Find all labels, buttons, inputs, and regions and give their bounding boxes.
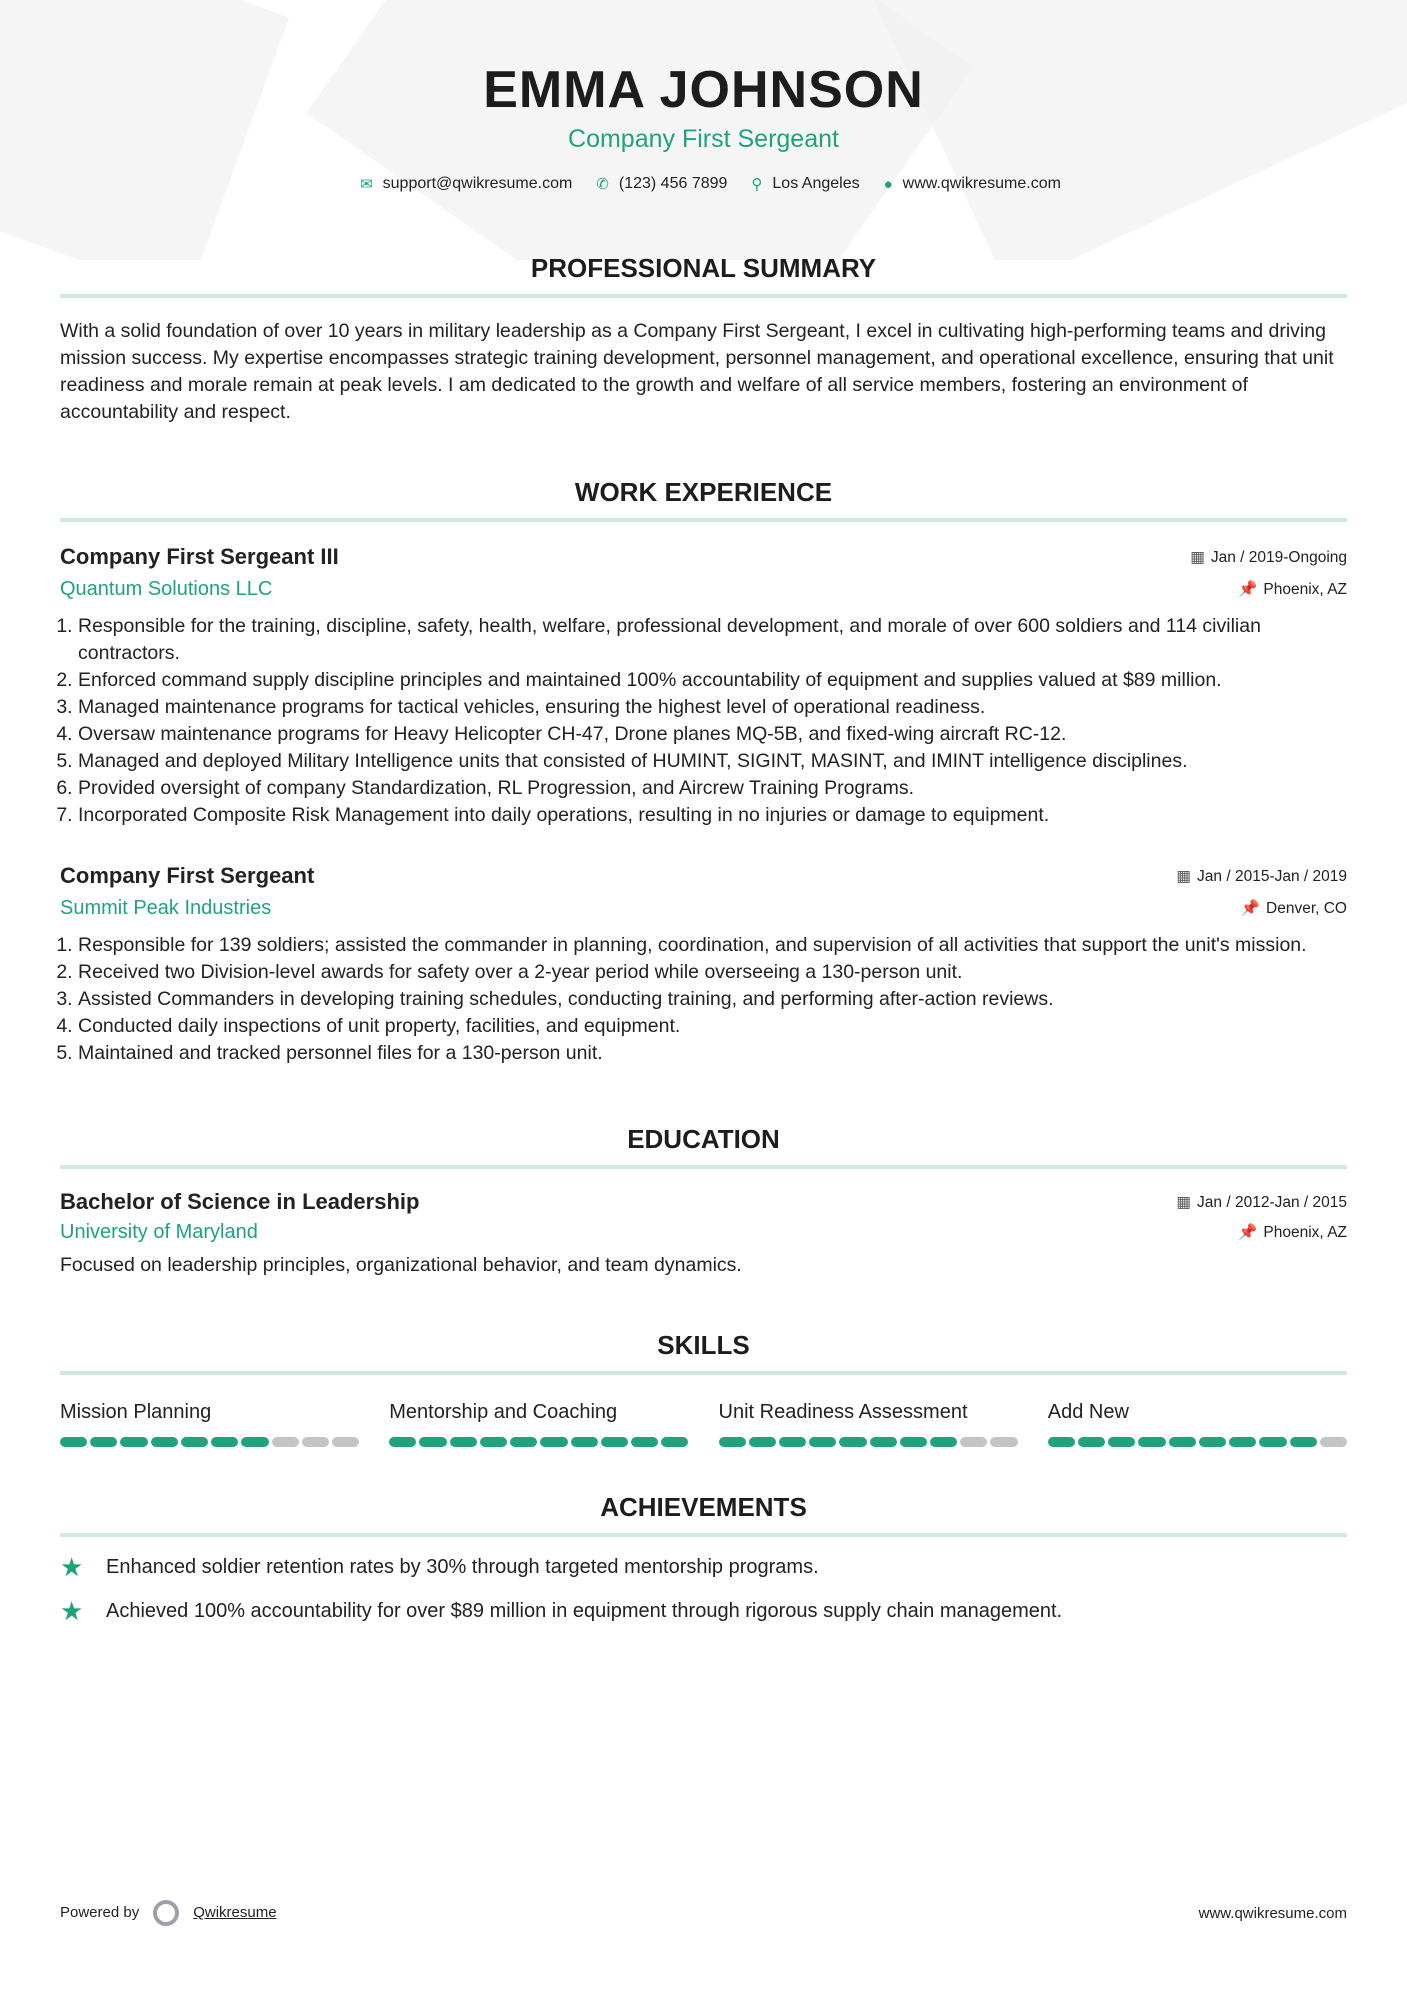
section-heading-skills: SKILLS	[657, 1330, 750, 1360]
company-name: Summit Peak Industries	[60, 897, 272, 919]
skill-item	[1048, 1399, 1347, 1447]
qwikresume-logo-icon	[153, 1900, 179, 1926]
job-bullet: 4. Conducted daily inspections of unit property, facilities, and equipment.	[78, 1013, 1347, 1040]
pin-icon: 📌	[1238, 581, 1258, 598]
contact-bar	[60, 172, 1347, 196]
skill-level-segment	[389, 1437, 416, 1447]
skill-level-segment	[571, 1437, 598, 1447]
star-icon: ★	[60, 1552, 84, 1582]
divider	[60, 294, 1347, 298]
skill-level-segment	[779, 1437, 806, 1447]
skill-name: Add New	[1047, 1401, 1129, 1423]
skill-item	[389, 1399, 688, 1447]
skill-level-segment	[151, 1437, 178, 1447]
section-heading-education: EDUCATION	[627, 1124, 780, 1154]
skill-level-segment	[1229, 1437, 1256, 1447]
skill-name: Unit Readiness Assessment	[718, 1401, 968, 1423]
footer-website[interactable]: www.qwikresume.com	[1198, 1904, 1347, 1922]
skill-level-segment	[1199, 1437, 1226, 1447]
powered-by: Powered by	[60, 1903, 140, 1921]
skill-level-segment	[1048, 1437, 1075, 1447]
skill-level-segment	[601, 1437, 628, 1447]
achievement-item	[60, 1553, 1347, 1581]
job-date: Jan / 2019-Ongoing	[1210, 548, 1347, 566]
phone-icon: ✆	[596, 176, 609, 193]
job-bullet: 3. Managed maintenance programs for tactical vehicles, ensuring the highest level of operational readiness.	[78, 694, 1347, 721]
skill-level-segment	[302, 1437, 329, 1447]
skill-level-segment	[241, 1437, 268, 1447]
job-bullet: 1. Responsible for 139 soldiers; assisted the commander in planning, coordination, and supervision of all activities that support the unit's mission.	[78, 932, 1347, 959]
job-bullet: 2. Received two Division-level awards for safety over a 2-year period while overseeing a 130-person unit.	[78, 959, 1347, 986]
skill-item	[60, 1399, 359, 1447]
skill-level-segment	[1108, 1437, 1135, 1447]
skill-level-bar	[719, 1437, 1018, 1447]
skill-level-segment	[1078, 1437, 1105, 1447]
achievement-item	[60, 1597, 1347, 1625]
degree: Bachelor of Science in Leadership	[60, 1189, 420, 1214]
skill-level-segment	[1320, 1437, 1347, 1447]
skill-level-segment	[332, 1437, 359, 1447]
company-name: Quantum Solutions LLC	[60, 578, 273, 600]
location: Los Angeles	[772, 175, 860, 192]
pin-icon: 📌	[1238, 1224, 1258, 1241]
skill-level-segment	[272, 1437, 299, 1447]
divider	[60, 1165, 1347, 1169]
skill-level-segment	[749, 1437, 776, 1447]
skills-list	[60, 1399, 1347, 1447]
job-bullet: 1. Responsible for the training, discipline, safety, health, welfare, professional development, and morale of over 600 soldiers and 114 civilian contractors.	[78, 613, 1347, 667]
brand-link[interactable]: Qwikresume	[193, 1903, 277, 1921]
skill-level-segment	[631, 1437, 658, 1447]
skill-level-segment	[540, 1437, 567, 1447]
skill-level-segment	[90, 1437, 117, 1447]
candidate-name: EMMA JOHNSON	[483, 61, 924, 119]
skill-level-segment	[661, 1437, 688, 1447]
divider	[60, 518, 1347, 522]
achievement-text: Achieved 100% accountability for over $89 million in equipment through rigorous supply chain management.	[106, 1600, 1063, 1622]
job-title: Company First Sergeant	[60, 863, 315, 888]
map-pin-icon: ⚲	[751, 176, 763, 193]
job-bullet: 4. Oversaw maintenance programs for Heavy Helicopter CH-47, Drone planes MQ-5B, and fixed-wing aircraft RC-12.	[78, 721, 1347, 748]
envelope-icon: ✉	[360, 176, 373, 193]
phone: (123) 456 7899	[618, 175, 728, 192]
job-bullet: 3. Assisted Commanders in developing training schedules, conducting training, and performing after-action reviews.	[78, 986, 1347, 1013]
skill-level-segment	[900, 1437, 927, 1447]
skill-level-segment	[930, 1437, 957, 1447]
job-bullets	[60, 613, 1347, 829]
job-entry	[60, 544, 1347, 829]
achievement-text: Enhanced soldier retention rates by 30% through targeted mentorship programs.	[106, 1556, 819, 1578]
website[interactable]: www.qwikresume.com	[902, 175, 1061, 192]
education-date: Jan / 2012-Jan / 2015	[1197, 1193, 1347, 1211]
skill-level-segment	[960, 1437, 987, 1447]
pin-icon: 📌	[1240, 900, 1261, 917]
job-location: Denver, CO	[1266, 900, 1347, 917]
skill-level-segment	[450, 1437, 477, 1447]
skill-level-segment	[1290, 1437, 1317, 1447]
divider	[60, 1371, 1347, 1375]
job-bullets	[60, 932, 1347, 1067]
skill-level-segment	[181, 1437, 208, 1447]
star-icon: ★	[60, 1596, 84, 1626]
candidate-title: Company First Sergeant	[568, 125, 839, 153]
skill-level-bar	[1048, 1437, 1347, 1447]
job-title: Company First Sergeant III	[60, 544, 339, 569]
education-location: Phoenix, AZ	[1263, 1224, 1347, 1241]
calendar-icon: ▦	[1176, 1193, 1192, 1211]
skill-name: Mission Planning	[60, 1401, 212, 1423]
skill-level-segment	[211, 1437, 238, 1447]
skill-name: Mentorship and Coaching	[389, 1401, 618, 1423]
job-bullet: 5. Managed and deployed Military Intelligence units that consisted of HUMINT, SIGINT, MASINT, and IMINT intelligence disciplines.	[78, 748, 1347, 775]
skill-level-segment	[60, 1437, 87, 1447]
section-heading-achievements: ACHIEVEMENTS	[600, 1492, 807, 1522]
school: University of Maryland	[60, 1221, 258, 1243]
skill-level-segment	[120, 1437, 147, 1447]
skill-level-segment	[1259, 1437, 1286, 1447]
education-entry	[60, 1189, 1347, 1279]
skill-level-segment	[990, 1437, 1017, 1447]
skill-level-segment	[870, 1437, 897, 1447]
job-bullet: 5. Maintained and tracked personnel files for a 130-person unit.	[78, 1040, 1347, 1067]
globe-icon: ●	[883, 175, 893, 193]
skill-level-segment	[719, 1437, 746, 1447]
skill-level-segment	[419, 1437, 446, 1447]
job-bullet: 6. Provided oversight of company Standardization, RL Progression, and Aircrew Training Programs.	[78, 775, 1347, 802]
email[interactable]: support@qwikresume.com	[382, 175, 573, 192]
skill-level-segment	[480, 1437, 507, 1447]
skill-level-bar	[389, 1437, 688, 1447]
job-date: Jan / 2015-Jan / 2019	[1197, 867, 1347, 885]
job-location: Phoenix, AZ	[1263, 581, 1347, 598]
calendar-icon: ▦	[1176, 867, 1192, 885]
skill-level-segment	[809, 1437, 836, 1447]
job-bullet: 2. Enforced command supply discipline principles and maintained 100% accountability of equipment and supplies valued at $89 million.	[78, 667, 1347, 694]
section-heading-work: WORK EXPERIENCE	[574, 477, 833, 507]
skill-level-segment	[1169, 1437, 1196, 1447]
skill-level-segment	[839, 1437, 866, 1447]
skill-level-segment	[510, 1437, 537, 1447]
education-description: Focused on leadership principles, organizational behavior, and team dynamics.	[60, 1254, 742, 1276]
job-bullet: 7. Incorporated Composite Risk Management into daily operations, resulting in no injuries or damage to equipment.	[78, 802, 1347, 829]
skill-level-segment	[1138, 1437, 1165, 1447]
skill-level-bar	[60, 1437, 359, 1447]
summary-text: With a solid foundation of over 10 years in military leadership as a Company First Sergeant, I excel in cultivating high-performing teams and driving mission success. My expertise encompasses strategic training development, personnel management, and operational excellence, ensuring that unit readiness and morale remain at peak levels. I am dedicated to the growth and welfare of all service members, fostering an environment of accountability and respect.	[60, 320, 1334, 423]
skill-item	[719, 1399, 1018, 1447]
job-entry	[60, 863, 1347, 1067]
divider	[60, 1533, 1347, 1537]
calendar-icon: ▦	[1190, 548, 1205, 566]
footer	[60, 1900, 1347, 1926]
section-heading-summary: PROFESSIONAL SUMMARY	[530, 253, 877, 283]
